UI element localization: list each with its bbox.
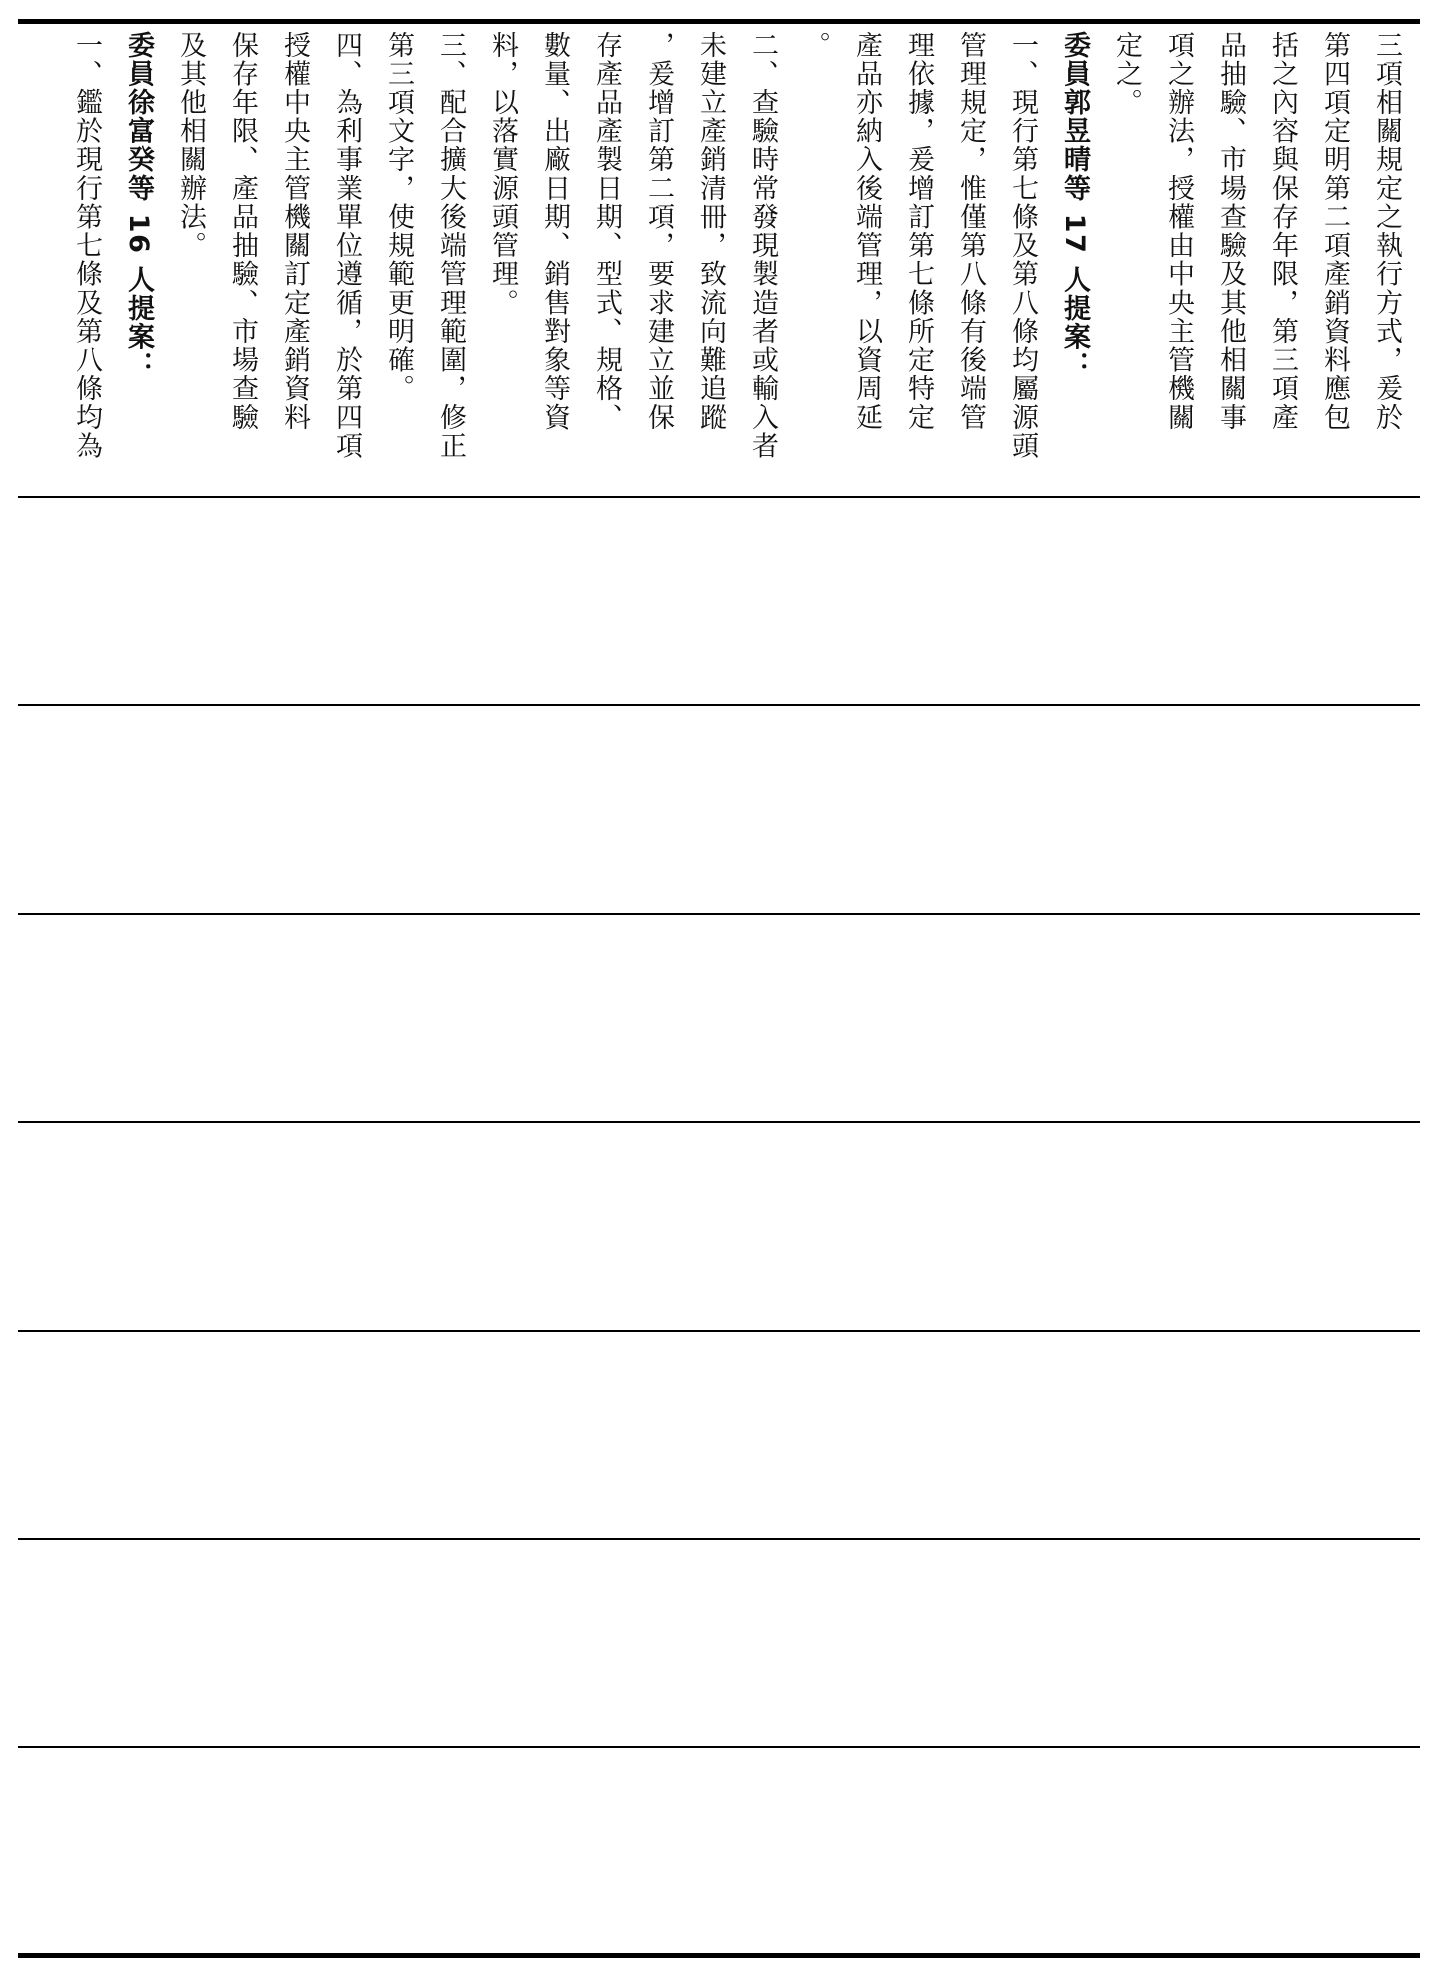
text-column: 品抽驗、市場查驗及其他相關事 bbox=[1215, 31, 1246, 432]
text-column: 定之。 bbox=[1111, 31, 1142, 117]
table-rule bbox=[18, 1121, 1420, 1123]
table-rule bbox=[18, 496, 1420, 498]
top-rule bbox=[18, 19, 1420, 24]
text-column: 一、鑑於現行第七條及第八條均為 bbox=[71, 31, 102, 461]
text-column: ，爰增訂第二項，要求建立並保 bbox=[643, 31, 674, 432]
table-rule bbox=[18, 704, 1420, 706]
vertical-text-panel bbox=[18, 26, 1420, 496]
text-column: 產品亦納入後端管理，以資周延 bbox=[851, 31, 882, 432]
text-column: 三項相關規定之執行方式，爰於 bbox=[1371, 31, 1402, 432]
text-column: 料，以落實源頭管理。 bbox=[487, 31, 518, 318]
text-column: 理依據，爰增訂第七條所定特定 bbox=[903, 31, 934, 432]
text-column: 一、現行第七條及第八條均屬源頭 bbox=[1007, 31, 1038, 461]
proposal-heading: 委員徐富癸等 16 人提案： bbox=[123, 31, 154, 381]
text-column: 三、配合擴大後端管理範圍，修正 bbox=[435, 31, 466, 461]
table-rule bbox=[18, 1538, 1420, 1540]
table-rule bbox=[18, 913, 1420, 915]
text-column: 四、為利事業單位遵循，於第四項 bbox=[331, 31, 362, 461]
text-column: 授權中央主管機關訂定產銷資料 bbox=[279, 31, 310, 432]
text-column: 保存年限、產品抽驗、市場查驗 bbox=[227, 31, 258, 432]
table-rule bbox=[18, 1330, 1420, 1332]
table-rule bbox=[18, 1746, 1420, 1748]
text-column: 管理規定，惟僅第八條有後端管 bbox=[955, 31, 986, 432]
text-column: 第四項定明第二項產銷資料應包 bbox=[1319, 31, 1350, 432]
text-column: 未建立產銷清冊，致流向難追蹤 bbox=[695, 31, 726, 432]
text-column: 存產品產製日期、型式、規格、 bbox=[591, 31, 622, 432]
text-column: 第三項文字，使規範更明確。 bbox=[383, 31, 414, 404]
proposal-heading: 委員郭昱晴等 17 人提案： bbox=[1059, 31, 1090, 381]
text-column: 數量、出廠日期、銷售對象等資 bbox=[539, 31, 570, 432]
text-column: 及其他相關辦法。 bbox=[175, 31, 206, 260]
text-column: 括之內容與保存年限，第三項產 bbox=[1267, 31, 1298, 432]
bottom-rule bbox=[18, 1953, 1420, 1958]
text-column: 。 bbox=[799, 31, 830, 60]
text-column: 項之辦法，授權由中央主管機關 bbox=[1163, 31, 1194, 432]
text-column: 二、查驗時常發現製造者或輸入者 bbox=[747, 31, 778, 461]
